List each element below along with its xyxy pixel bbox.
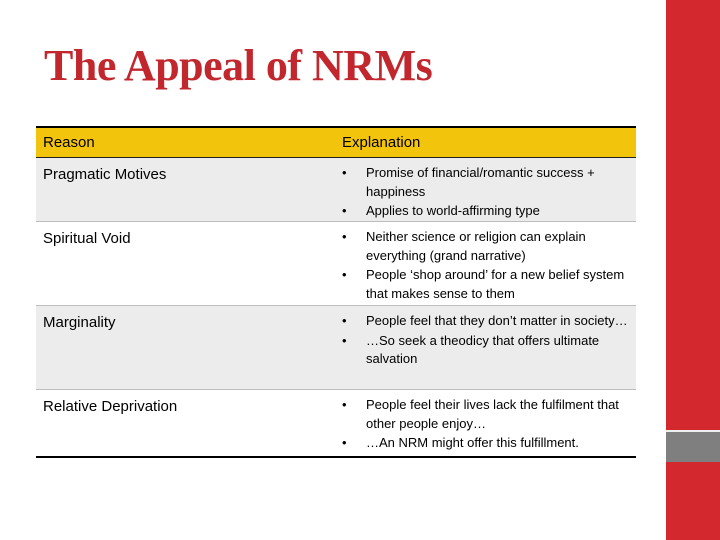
explanation-bullet: • People feel their lives lack the fulfilment that other people enjoy… [342, 397, 619, 431]
table-row [36, 222, 636, 306]
bullet-icon: • [342, 203, 347, 218]
bullet-icon: • [342, 313, 347, 328]
bullet-icon: • [342, 165, 347, 180]
explanation-bullet: • …So seek a theodicy that offers ultimate salvation [342, 332, 600, 366]
explanation-bullet: • People feel that they don’t matter in society… [342, 312, 636, 331]
explanation-bullet: • …An NRM might offer this fulfillment. [342, 434, 636, 453]
sidebar-accent-middle [666, 432, 720, 462]
bullet-icon: • [342, 332, 347, 348]
slide-title: The Appeal of NRMs [44, 41, 433, 90]
explanation-bullet: • Promise of financial/romantic success + happiness [342, 165, 595, 199]
reason-cell: Pragmatic Motives [43, 166, 167, 183]
bullet-icon: • [342, 397, 347, 412]
table-row [36, 158, 636, 222]
sidebar-accent-top [666, 0, 720, 430]
explanation-cell [336, 222, 636, 305]
explanation-cell [336, 306, 636, 389]
reasons-table [36, 126, 636, 458]
reason-cell: Marginality [43, 314, 116, 331]
reason-cell: Relative Deprivation [43, 398, 178, 415]
sidebar-accent-bottom [666, 462, 720, 540]
explanation-bullet: • People ‘shop around’ for a new belief system that makes sense to them [342, 267, 625, 301]
bullet-icon: • [342, 267, 347, 282]
header-reason: Reason [43, 134, 95, 151]
bullet-icon: • [342, 435, 347, 450]
header-explanation: Explanation [342, 134, 421, 151]
explanation-bullet: • Neither science or religion can explain everything (grand narrative) [342, 229, 586, 263]
reason-cell: Spiritual Void [43, 230, 131, 247]
bullet-icon: • [342, 229, 347, 244]
table-row [36, 306, 636, 390]
explanation-bullet: • Applies to world-affirming type [342, 202, 636, 221]
explanation-cell [336, 158, 636, 221]
explanation-cell [336, 390, 636, 456]
table-row [36, 390, 636, 456]
table-header-row [36, 128, 636, 158]
